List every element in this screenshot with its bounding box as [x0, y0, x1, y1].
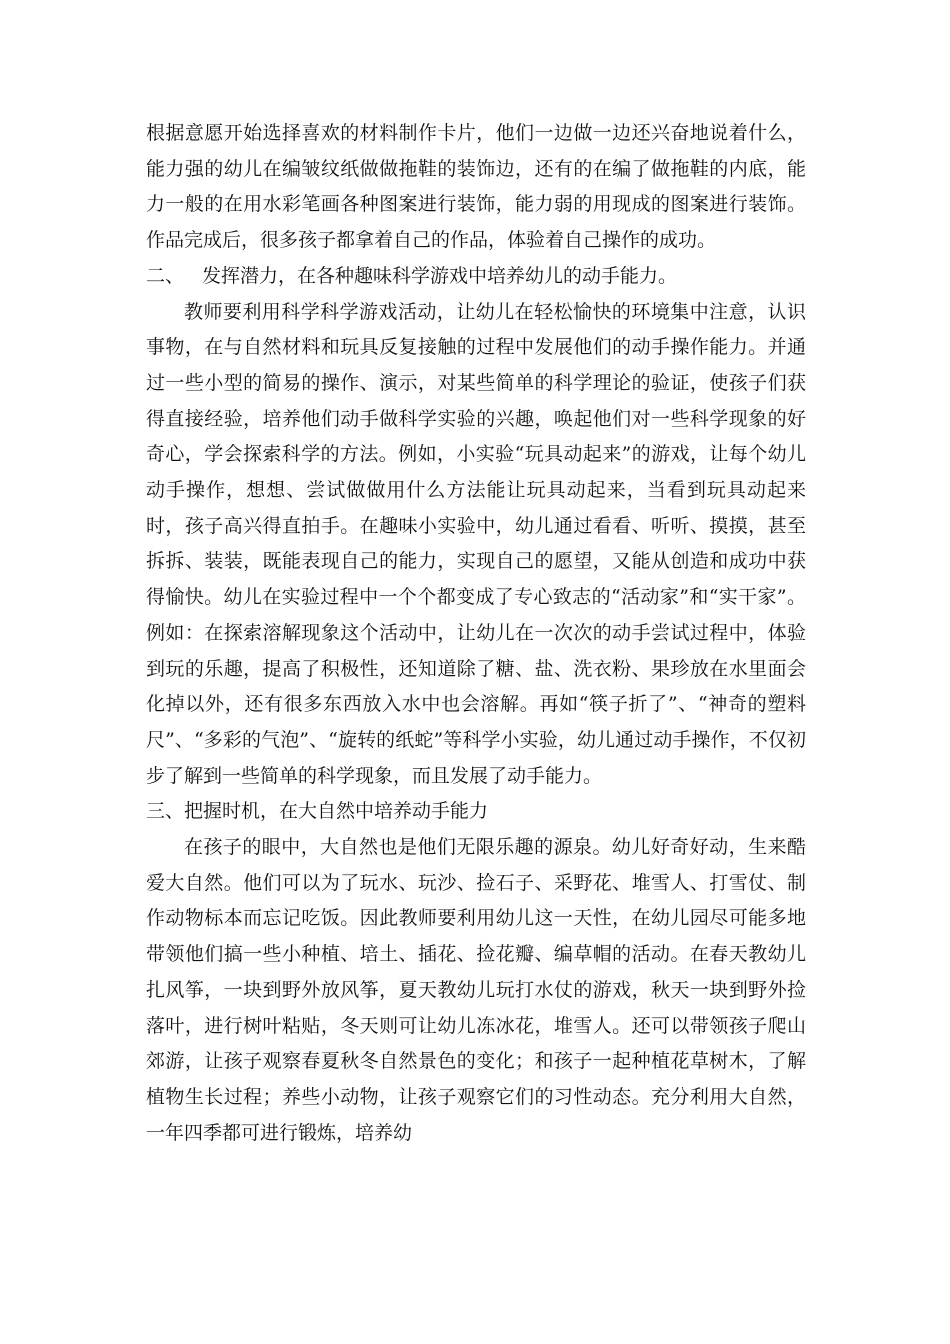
section-heading-2-text: 发挥潜力，在各种趣味科学游戏中培养幼儿的动手能力。: [202, 264, 678, 287]
section-heading-2: [146, 259, 806, 295]
section-heading-3: 三、把握时机，在大自然中培养动手能力: [146, 800, 489, 823]
paragraph-nature: 在孩子的眼中，大自然也是他们无限乐趣的源泉。幼儿好奇好动，生来酷爱大自然。他们可以为了玩水、玩沙、捡石子、采野花、堆雪人、打雪仗、制作动物标本而忘记吃饭。因此教师要利用幼儿这一天性，在幼儿园尽可能多地带领他们搞一些小种植、培土、插花、捡花瓣、编草帽的活动。在春天教幼儿扎风筝，一块到野外放风筝，夏天教幼儿玩打水仗的游戏，秋天一块到野外捡落叶，进行树叶粘贴，冬天则可让幼儿冻冰花，堆雪人。还可以带领孩子爬山郊游，让孩子观察春夏秋冬自然景色的变化；和孩子一起种植花草树木，了解植物生长过程；养些小动物，让孩子观察它们的习性动态。充分利用大自然，一年四季都可进行锻炼，培养幼: [146, 836, 806, 1144]
paragraph-continued: 根据意愿开始选择喜欢的材料制作卡片，他们一边做一边还兴奋地说着什么，能力强的幼儿在编皱纹纸做做拖鞋的装饰边，还有的在编了做拖鞋的内底，能力一般的在用水彩笔画各种图案进行装饰，能力弱的用现成的图案进行装饰。作品完成后，很多孩子都拿着自己的作品，体验着自己操作的成功。: [146, 122, 806, 252]
paragraph-science-games: 教师要利用科学科学游戏活动，让幼儿在轻松愉快的环境集中注意，认识事物，在与自然材料和玩具反复接触的过程中发展他们的动手操作能力。并通过一些小型的简易的操作、演示，对某些简单的科学理论的验证，使孩子们获得直接经验，培养他们动手做科学实验的兴趣，唤起他们对一些科学现象的好奇心，学会探索科学的方法。例如，小实验“玩具动起来”的游戏，让每个幼儿动手操作，想想、尝试做做用什么方法能让玩具动起来，当看到玩具动起来时，孩子高兴得直拍手。在趣味小实验中，幼儿通过看看、听听、摸摸，甚至拆拆、装装，既能表现自己的能力，实现自己的愿望，又能从创造和成功中获得愉快。幼儿在实验过程中一个个都变成了专心致志的“活动家”和“实干家”。例如：在探索溶解现象这个活动中，让幼儿在一次次的动手尝试过程中，体验到玩的乐趣，提高了积极性，还知道除了糖、盐、洗衣粉、果珍放在水里面会化掉以外，还有很多东西放入水中也会溶解。再如“筷子折了”、“神奇的塑料尺”、“多彩的气泡”、“旋转的纸蛇”等科学小实验，幼儿通过动手操作，不仅初步了解到一些简单的科学现象，而且发展了动手能力。: [146, 300, 806, 787]
document-body: [146, 116, 806, 1151]
section-heading-2-number: 二、: [146, 264, 185, 287]
